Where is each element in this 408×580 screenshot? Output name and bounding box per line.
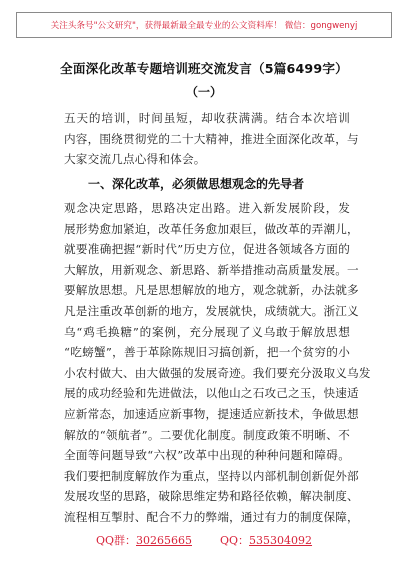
- paragraph-line: 应新常态，加速适应新事物，提速适应新技术，争做思想: [64, 406, 359, 421]
- intro-line: 大家交流几点心得和体会。: [64, 152, 206, 167]
- paragraph-line: 发展攻坚的思路，破除思维定势和路径依赖，解决制度、: [64, 489, 359, 504]
- intro-line: 五天的培训，时间虽短，却收获满满。结合本次培训: [64, 111, 350, 125]
- paragraph-line: 全面等问题导致“六权”改革中出现的种种问题和障碍。: [64, 448, 350, 463]
- paragraph-line: 观念决定思路，思路决定出路。进入新发展阶段，发: [64, 201, 350, 215]
- footer-contact: [0, 532, 408, 548]
- section-paragraph: [64, 198, 371, 528]
- paragraph-line: 就要准确把握“新时代”历史方位，促进各领域各方面的: [64, 242, 350, 257]
- paragraph-line: 我们要把制度解放作为重点，坚持以内部机制创新促外部: [64, 468, 359, 483]
- paragraph-line: 乌“鸡毛换糖”的案例，充分展现了义乌敢于解放思想: [64, 324, 350, 339]
- paragraph-line: 要解放思想。凡是思想解放的地方，观念就新，办法就多: [64, 283, 359, 298]
- paragraph-line: 展形势愈加紧迫，改革任务愈加艰巨，做改革的弄潮儿，: [64, 221, 359, 236]
- paragraph-line: 解放的“领航者”。二要优化制度。制度政策不明晰、不: [64, 427, 350, 442]
- intro-line: 内容，围绕贯彻党的二十大精神，推进全面深化改革，与: [64, 131, 359, 146]
- qq-group-number: 30265665: [136, 534, 192, 547]
- header-notice-box: [16, 12, 392, 38]
- qq-number: 535304092: [249, 534, 313, 547]
- paragraph-line: 凡是注重改革创新的地方，发展就快，成绩就大。浙江义: [64, 303, 359, 318]
- document-title: 全面深化改革专题培训班交流发言（5篇6499字）: [60, 61, 348, 76]
- paragraph-line: 流程相互掣肘、配合不力的弊端，通过有力的制度保障，: [64, 509, 359, 524]
- paragraph-line: “吃螃蟹”，善于革除陈规旧习搞创新，把一个贫穷的小: [64, 345, 350, 360]
- paragraph-line: 展的成功经验和先进做法，以他山之石攻己之玉，快速适: [64, 386, 359, 401]
- intro-paragraph: [64, 108, 359, 170]
- paragraph-line: 大解放，用新观念、新思路、新举措推动高质量发展。一: [64, 262, 359, 277]
- header-notice-text: 关注头条号"公文研究"，获得最新最全最专业的公文资料库！ 微信：gongwenyj: [50, 21, 358, 31]
- qq-group-label: QQ群：: [95, 534, 136, 547]
- part-number: （一）: [185, 85, 222, 99]
- qq-label: QQ：: [220, 534, 250, 547]
- section-heading: 一、深化改革，必须做思想观念的先导者: [88, 177, 305, 191]
- paragraph-line: 小农村做大、由大做强的发展奇迹。我们要充分汲取义乌发: [64, 365, 371, 380]
